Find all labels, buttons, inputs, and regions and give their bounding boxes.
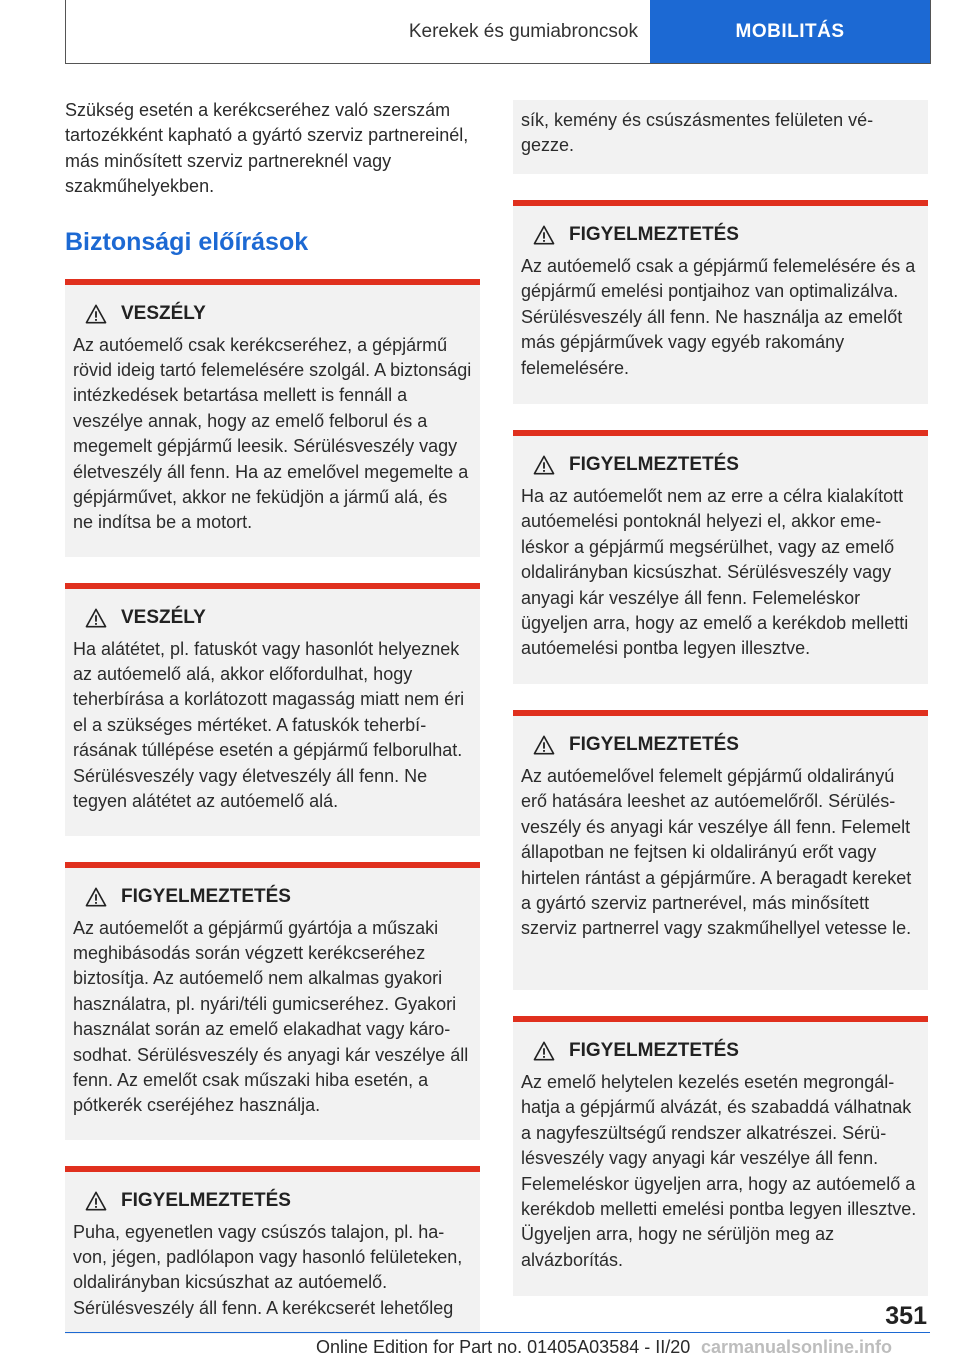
box-title — [73, 1190, 472, 1212]
box-title — [521, 734, 920, 756]
section-tab[interactable]: MOBILITÁS — [650, 0, 930, 63]
watermark: carmanualsonline.info — [701, 1337, 893, 1357]
danger-box — [65, 279, 480, 557]
box-title-text: FIGYELMEZTETÉS — [569, 454, 739, 475]
page-number: 351 — [885, 1302, 927, 1330]
box-title — [521, 224, 920, 246]
continued-box — [513, 100, 928, 174]
right-column — [513, 100, 928, 1310]
box-text: sík, kemény és csúszásmentes felületen végezze. — [521, 110, 874, 156]
box-text: Az autóemelőt a gépjármű gyártója a műszaki meghibásodás során végzett kerékcseréhez biztosítja. Az autóemelő nem alkalmas gyakori használatra, pl. nyári/téli gumicseréhez. Gyakori használat során az emelő elakadhat vagy károsodhat. Sérülésveszély és anyagi kár veszélye áll fenn. Az emelőt csak műszaki hiba esetén, a pótkerék cseréjéhez használja. — [73, 917, 469, 1116]
box-title-text: FIGYELMEZTETÉS — [569, 734, 739, 755]
box-text: Ha alátétet, pl. fatuskót vagy hasonlót helyeznek az autóemelő alá, akkor előfordulhat, hogy teherbírása a korlátozott magasság miatt nem éri el a szükséges mértéket. A fatuskók teherbírásának túllépése esetén a gépjármű felborulhat. Sérülésveszély vagy életveszély áll fenn. Ne tegyen alátétet az autóemelő alá. — [73, 638, 465, 812]
box-text: Az autóemelővel felemelt gépjármű oldalirányú erő hatására leeshet az autóemelőről. Sérülésveszély és anyagi kár veszélye áll fenn. Felemelt állapotban ne fejtsen ki oldalirányú erőt vagy hirtelen rántást a gépjárműre. A beragadt kereket a gyártó szerviz partnerével, más minősített szerviz partnerrel vagy szakműhellyel vetesse le. — [521, 766, 912, 939]
section-heading: Biztonsági előírások — [65, 227, 309, 256]
box-title-text: FIGYELMEZTETÉS — [569, 1040, 739, 1061]
warning-box — [65, 862, 480, 1140]
box-title — [73, 886, 472, 908]
intro-paragraph: Szükség esetén a kerékcseréhez való szerszám tartozékként kapható a gyártó szerviz partnereinél, más minősített szerviz partnereknél vagy szakműhelyekben. — [65, 100, 469, 197]
box-text: Ha az autóemelőt nem az erre a célra kialakított autóemelési pontoknál helyezi el, akkor emeléskor a gépjármű megsérülhet, vagy az emelő oldalirányban kicsúszhat. Sérülésveszély vagy anyagi kár veszélye áll fenn. Felemeléskor ügyeljen arra, hogy az emelő a kerékdob melletti autóemelési pontba legyen illesztve. — [521, 486, 909, 659]
warning-triangle-icon — [533, 735, 555, 755]
warning-box — [65, 1166, 480, 1334]
warning-box — [513, 200, 928, 404]
box-title-text: FIGYELMEZTETÉS — [121, 885, 291, 907]
box-title-text: VESZÉLY — [121, 302, 206, 324]
warning-triangle-icon — [85, 887, 107, 907]
page-header — [65, 0, 931, 64]
warning-triangle-icon — [85, 304, 107, 324]
edition-text: Online Edition for Part no. 01405A03584 - II/20 — [316, 1337, 691, 1357]
footer-divider — [65, 1332, 930, 1333]
warning-box — [513, 430, 928, 684]
box-title — [73, 607, 472, 629]
warning-triangle-icon — [533, 455, 555, 475]
box-title — [521, 1040, 920, 1062]
warning-triangle-icon — [533, 225, 555, 245]
danger-box — [65, 583, 480, 836]
warning-triangle-icon — [533, 1041, 555, 1061]
warning-box — [513, 710, 928, 990]
box-title — [73, 303, 472, 325]
box-title — [521, 454, 920, 476]
box-title-text: VESZÉLY — [121, 606, 206, 628]
chapter-title: Kerekek és gumiabroncsok — [408, 20, 638, 42]
box-title-text: FIGYELMEZTETÉS — [121, 1189, 291, 1211]
box-text: Az autóemelő csak a gépjármű felemelésére és a gépjármű emelési pontjaihoz van optimalizálva. Sérülésveszély áll fenn. Ne használja az emelőt más gépjárművek vagy egyéb rakomány felemelésére. — [521, 256, 916, 378]
box-text: Az autóemelő csak kerékcseréhez, a gépjármű rövid ideig tartó felemelésére szolgál. A biztonsági intézkedések betartása mellett is fennáll a veszélye annak, hogy az emelő felborul és a megemelt gépjármű leesik. Sérülésveszély vagy életveszély áll fenn. Ha az emelővel megemelte a gépjárművet, akkor ne feküdjön a jármű alá, és ne indítsa be a motort. — [73, 334, 472, 533]
box-text: Puha, egyenetlen vagy csúszós talajon, pl. havon, jégen, padlólapon vagy hasonló felületeken, oldalirányban kicsúszhat az autóemelő. Sérülésveszély áll fenn. A kerékcserét lehetőleg — [73, 1221, 463, 1318]
box-text: Az emelő helytelen kezelés esetén megrongálhatja a gépjármű alvázát, és szabaddá válhatnak a nagyfeszültségű rendszer alkatrészei. Sérülésveszély vagy anyagi kár veszélye áll fenn. Felemeléskor ügyeljen arra, hogy az autóemelő a kerékdob melletti emelési pontba legyen illesztve. Ügyeljen arra, hogy ne sérüljön meg az alvázborítás. — [521, 1072, 917, 1270]
warning-triangle-icon — [85, 608, 107, 628]
box-title-text: FIGYELMEZTETÉS — [569, 224, 739, 245]
warning-triangle-icon — [85, 1191, 107, 1211]
left-column — [65, 98, 480, 1334]
warning-box — [513, 1016, 928, 1296]
